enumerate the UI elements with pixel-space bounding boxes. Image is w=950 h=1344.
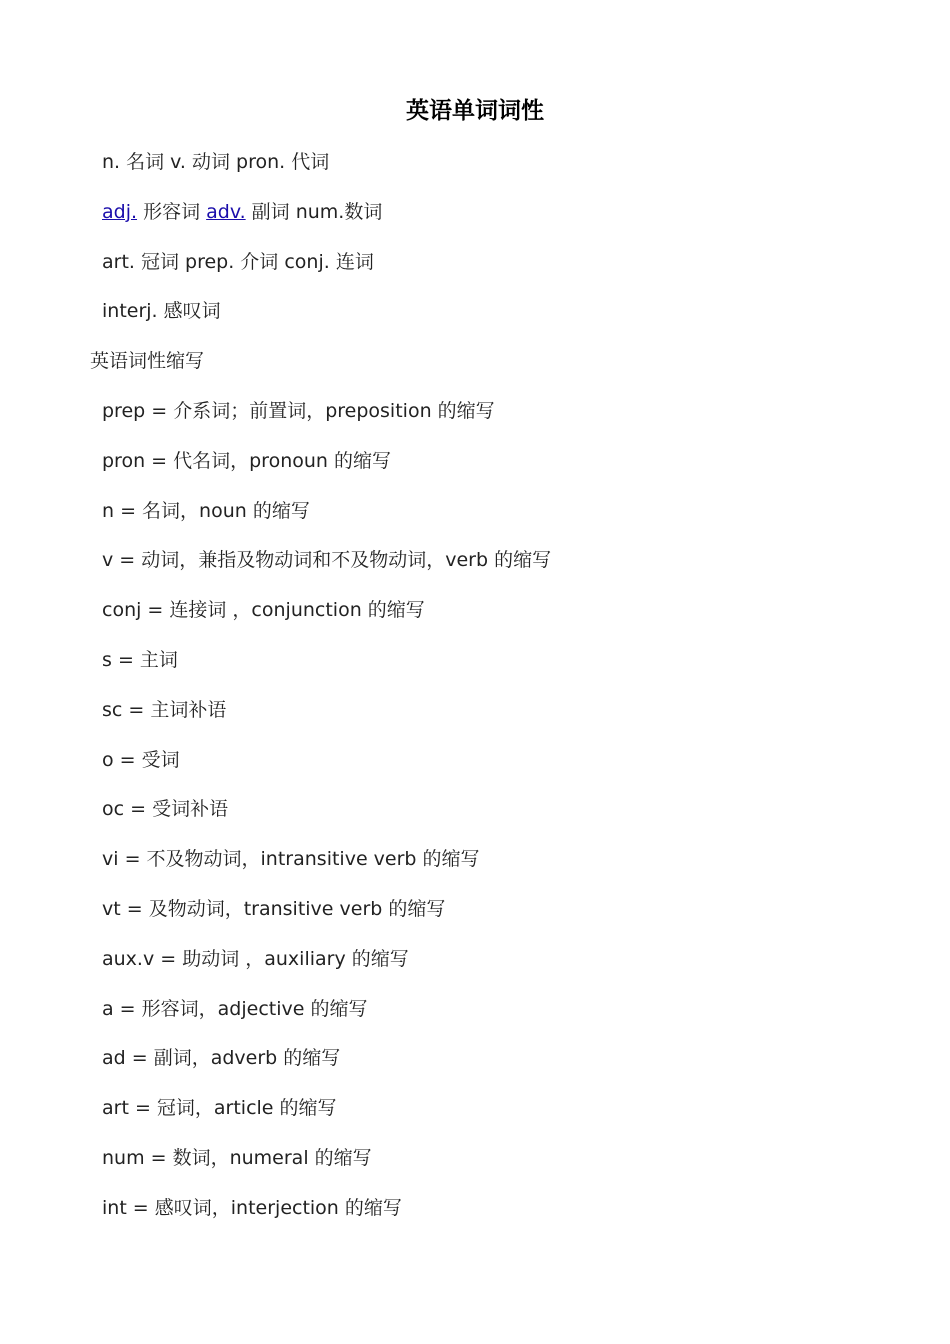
abbreviation-item: prep = 介系词；前置词，preposition 的缩写	[102, 399, 495, 422]
adv-link[interactable]: adv.	[206, 200, 246, 223]
summary-text: 副词 num.数词	[245, 200, 383, 223]
abbreviation-item: s = 主词	[102, 648, 178, 671]
abbreviation-item: vi = 不及物动词，intransitive verb 的缩写	[102, 848, 480, 871]
page-title: 英语单词词性	[406, 97, 544, 124]
summary-line: n. 名词 v. 动词 pron. 代词	[102, 151, 330, 173]
summary-line	[0, 196, 950, 246]
abbreviation-item: oc = 受词补语	[102, 798, 229, 821]
abbreviation-item: conj = 连接词 ，conjunction 的缩写	[102, 599, 425, 622]
summary-line: art. 冠词 prep. 介词 conj. 连词	[102, 250, 374, 273]
content-lines	[0, 146, 950, 1242]
abbreviation-item: pron = 代名词，pronoun 的缩写	[102, 449, 391, 472]
abbreviation-item: ad = 副词，adverb 的缩写	[102, 1047, 341, 1070]
abbreviation-item: vt = 及物动词，transitive verb 的缩写	[102, 897, 446, 920]
summary-text: 形容词	[137, 200, 207, 223]
abbreviation-item: v = 动词，兼指及物动词和不及物动词，verb 的缩写	[102, 549, 552, 572]
abbreviation-item: num = 数词，numeral 的缩写	[102, 1146, 372, 1169]
abbreviation-item: int = 感叹词，interjection 的缩写	[102, 1196, 402, 1219]
abbreviation-item: o = 受词	[102, 748, 180, 771]
abbreviation-item: a = 形容词，adjective 的缩写	[102, 997, 368, 1020]
abbreviation-item: sc = 主词补语	[102, 698, 227, 721]
section-heading: 英语词性缩写	[90, 350, 205, 373]
abbreviation-item: aux.v = 助动词 ，auxiliary 的缩写	[102, 947, 409, 970]
adj-link[interactable]: adj.	[102, 200, 138, 223]
summary-line: interj. 感叹词	[102, 300, 221, 323]
abbreviation-item: n = 名词，noun 的缩写	[102, 499, 310, 522]
abbreviation-item: art = 冠词，article 的缩写	[102, 1097, 337, 1120]
